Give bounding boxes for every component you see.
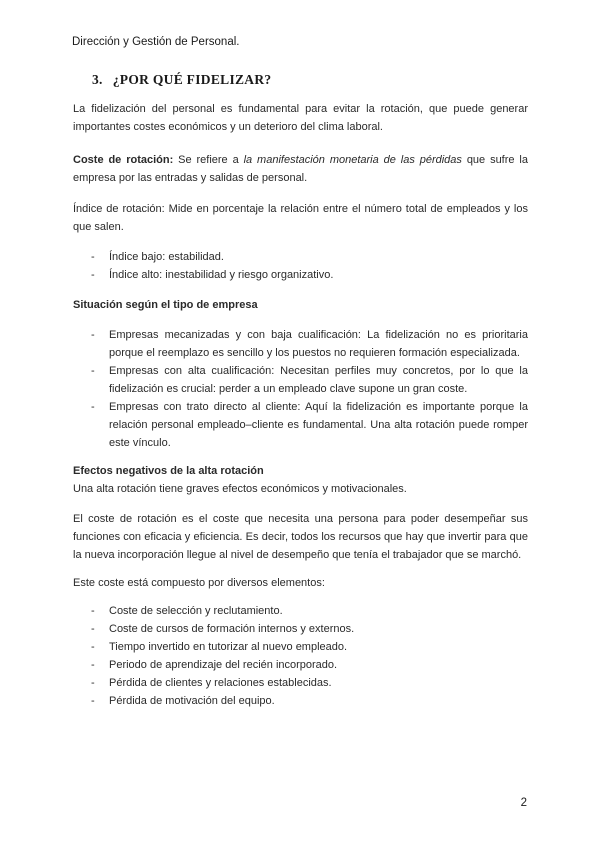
list-item: - Empresas con trato directo al cliente: Aquí la fidelización es importante porque la relación personal empleado–cliente es fundamental. Una alta rotación puede romper este vínculo.: [73, 398, 528, 452]
section-heading: [92, 72, 271, 88]
coste-rotacion-emphasis: la manifestación monetaria de las pérdidas: [243, 154, 462, 166]
compuesto-list: [73, 602, 528, 710]
indice-rotacion-paragraph: Índice de rotación: Mide en porcentaje la relación entre el número total de empleados y los que salen.: [73, 203, 528, 233]
coste-rotacion-paragraph: Coste de rotación: Se refiere a la manifestación monetaria de las pérdidas que sufre la empresa por las entradas y salidas de personal.: [73, 154, 528, 184]
list-item: - Pérdida de clientes y relaciones establecidas.: [73, 674, 528, 692]
intro-paragraph: La fidelización del personal es fundamental para evitar la rotación, que puede generar importantes costes económicos y un deterioro del clima laboral.: [73, 103, 528, 133]
page-number: 2: [520, 797, 527, 809]
list-item: - Tiempo invertido en tutorizar al nuevo empleado.: [73, 638, 528, 656]
efectos-heading: Efectos negativos de la alta rotación: [73, 465, 264, 477]
coste-definicion-paragraph: El coste de rotación es el coste que necesita una persona para poder desempeñar sus funciones con eficacia y eficiencia. Es decir, todos los recursos que hay que invertir para que la nueva incorporación llegue al nivel de desempeño que tenía el trabajador que se marchó.: [73, 513, 528, 561]
section-number: 3.: [92, 72, 103, 87]
compuesto-paragraph: Este coste está compuesto por diversos elementos:: [73, 577, 325, 589]
list-item: - Coste de cursos de formación internos y externos.: [73, 620, 528, 638]
list-item: - Coste de selección y reclutamiento.: [73, 602, 528, 620]
running-header: Dirección y Gestión de Personal.: [72, 36, 240, 48]
situacion-list: [73, 326, 528, 452]
efectos-section: [73, 462, 528, 498]
efectos-text: Una alta rotación tiene graves efectos económicos y motivacionales.: [73, 483, 407, 495]
list-item: - Índice alto: inestabilidad y riesgo organizativo.: [73, 266, 528, 284]
situacion-heading: Situación según el tipo de empresa: [73, 299, 258, 311]
list-item: - Pérdida de motivación del equipo.: [73, 692, 528, 710]
list-item: - Índice bajo: estabilidad.: [73, 248, 528, 266]
list-item: - Periodo de aprendizaje del recién incorporado.: [73, 656, 528, 674]
indice-list: [73, 248, 528, 284]
coste-rotacion-label: Coste de rotación:: [73, 154, 174, 166]
section-title: ¿POR QUÉ FIDELIZAR?: [112, 72, 272, 87]
list-item: - Empresas con alta cualificación: Necesitan perfiles muy concretos, por lo que la fidelización es crucial: perder a un empleado clave supone un gran coste.: [73, 362, 528, 398]
list-item: - Empresas mecanizadas y con baja cualificación: La fidelización no es prioritaria porque el reemplazo es sencillo y los puestos no requieren formación especializada.: [73, 326, 528, 362]
